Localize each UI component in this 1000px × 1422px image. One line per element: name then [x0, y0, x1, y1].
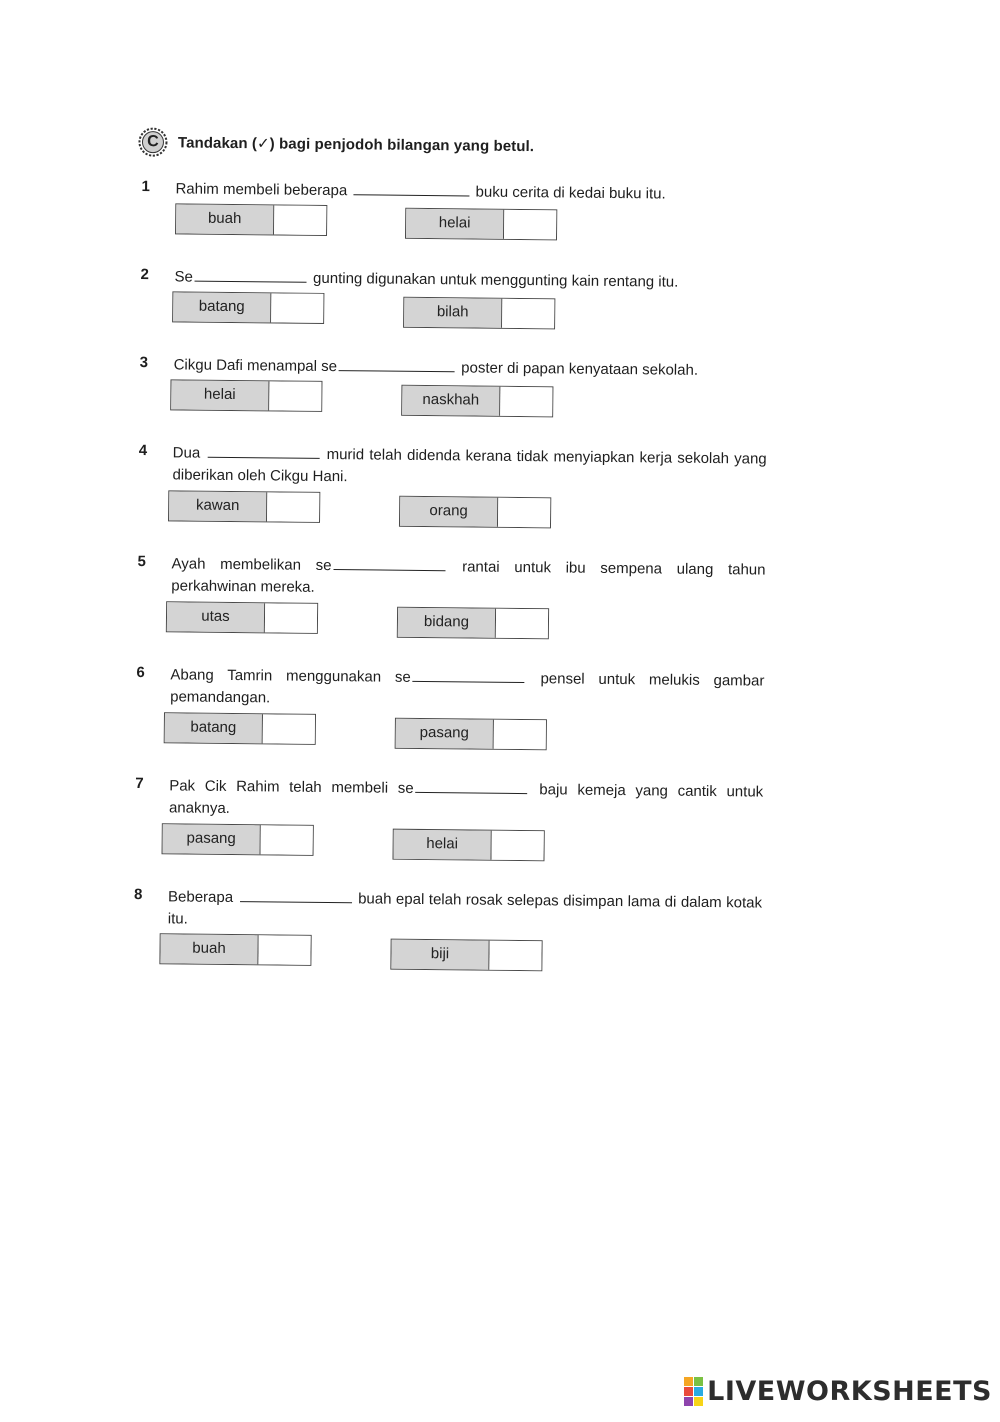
- option-1b: [405, 208, 557, 241]
- option-label: batang: [173, 292, 271, 322]
- option-8a: [159, 933, 311, 966]
- question-3: [139, 354, 770, 379]
- checkbox[interactable]: [258, 935, 310, 965]
- logo-tile: [694, 1397, 703, 1406]
- section-badge: [138, 127, 168, 157]
- checkbox[interactable]: [265, 603, 317, 633]
- option-label: orang: [400, 497, 498, 527]
- option-7b: [392, 829, 544, 862]
- option-3b: [401, 385, 553, 418]
- logo-tile: [694, 1387, 703, 1396]
- logo-icon: [684, 1377, 703, 1406]
- option-1a: [175, 203, 327, 236]
- question-1: [141, 178, 772, 203]
- option-6a: [164, 712, 316, 745]
- option-label: batang: [165, 713, 263, 743]
- question-number: 1: [141, 178, 150, 196]
- section-letter: C: [147, 133, 159, 151]
- option-3a: [170, 379, 322, 412]
- logo-tile: [684, 1377, 693, 1386]
- checkbox[interactable]: [504, 210, 556, 240]
- option-6b: [395, 718, 547, 751]
- option-label: buah: [160, 934, 258, 964]
- answer-blank: [416, 780, 528, 794]
- option-2b: [403, 297, 555, 330]
- option-label: pasang: [163, 824, 261, 854]
- option-label: helai: [406, 209, 504, 239]
- checkbox[interactable]: [267, 492, 319, 522]
- question-text: Cikgu Dafi menampal se poster di papan kenyataan sekolah.: [173, 356, 699, 379]
- checkbox[interactable]: [498, 498, 550, 528]
- answer-blank: [413, 669, 525, 683]
- logo-tile: [694, 1377, 703, 1386]
- question-7: [135, 774, 765, 817]
- checkbox[interactable]: [502, 299, 554, 329]
- question-number: 6: [136, 663, 145, 682]
- logo-text: LIVEWORKSHEETS: [707, 1376, 992, 1407]
- checkbox[interactable]: [491, 831, 543, 861]
- answer-blank: [353, 182, 469, 196]
- logo-tile: [684, 1397, 693, 1406]
- option-label: naskhah: [402, 386, 500, 416]
- question-text: Se gunting digunakan untuk menggunting kain rentang itu.: [174, 268, 679, 291]
- option-label: helai: [171, 380, 269, 410]
- instruction-text: Tandakan (✓) bagi penjodoh bilangan yang betul.: [177, 134, 535, 156]
- question-text: Pak Cik Rahim telah membeli se baju kemeja yang cantik untuk anaknya.: [168, 777, 764, 817]
- option-7a: [162, 823, 314, 856]
- question-number: 7: [135, 774, 144, 793]
- question-number: 8: [134, 885, 143, 904]
- checkbox[interactable]: [274, 205, 326, 235]
- option-5a: [166, 601, 318, 634]
- question-4: [138, 442, 769, 486]
- section-header: [138, 127, 534, 161]
- question-text: Ayah membelikan se rantai untuk ibu sempena ulang tahun perkahwinan mereka.: [171, 555, 766, 596]
- option-label: utas: [167, 602, 265, 632]
- checkbox[interactable]: [269, 381, 321, 411]
- answer-blank: [207, 445, 319, 459]
- answer-blank: [195, 269, 307, 283]
- question-number: 2: [140, 266, 150, 284]
- question-text: Rahim membeli beberapa buku cerita di kedai buku itu.: [175, 180, 666, 203]
- question-2: [140, 266, 771, 291]
- option-5b: [397, 607, 549, 640]
- question-number: 4: [138, 442, 148, 460]
- answer-blank: [240, 889, 352, 903]
- option-2a: [172, 291, 324, 324]
- option-label: pasang: [396, 719, 494, 749]
- checkbox[interactable]: [494, 720, 546, 750]
- option-8b: [390, 939, 542, 972]
- answer-blank: [333, 557, 445, 571]
- logo-tile: [684, 1387, 693, 1396]
- option-label: bidang: [398, 608, 496, 638]
- option-label: biji: [391, 940, 489, 970]
- question-number: 5: [137, 552, 147, 571]
- option-label: bilah: [404, 298, 502, 328]
- checkbox[interactable]: [489, 941, 541, 971]
- question-6: [136, 663, 767, 707]
- checkbox[interactable]: [271, 293, 323, 323]
- question-8: [134, 885, 764, 928]
- checkbox[interactable]: [500, 387, 552, 417]
- question-text: Dua murid telah didenda kerana tidak menyiapkan kerja sekolah yang diberikan oleh Cikgu Hani.: [172, 444, 767, 486]
- answer-blank: [339, 358, 455, 372]
- question-5: [137, 552, 768, 596]
- question-number: 3: [139, 354, 149, 372]
- option-label: kawan: [169, 491, 267, 521]
- option-4a: [168, 490, 320, 523]
- checkbox[interactable]: [261, 825, 313, 855]
- option-label: helai: [393, 830, 491, 860]
- checkbox[interactable]: [263, 714, 315, 744]
- option-4b: [399, 496, 551, 529]
- question-text: Beberapa buah epal telah rosak selepas disimpan lama di dalam kotak itu.: [167, 888, 763, 928]
- liveworksheets-logo: [684, 1376, 992, 1407]
- question-text: Abang Tamrin menggunakan se pensel untuk melukis gambar pemandangan.: [170, 666, 765, 707]
- option-label: buah: [176, 204, 274, 234]
- checkbox[interactable]: [496, 609, 548, 639]
